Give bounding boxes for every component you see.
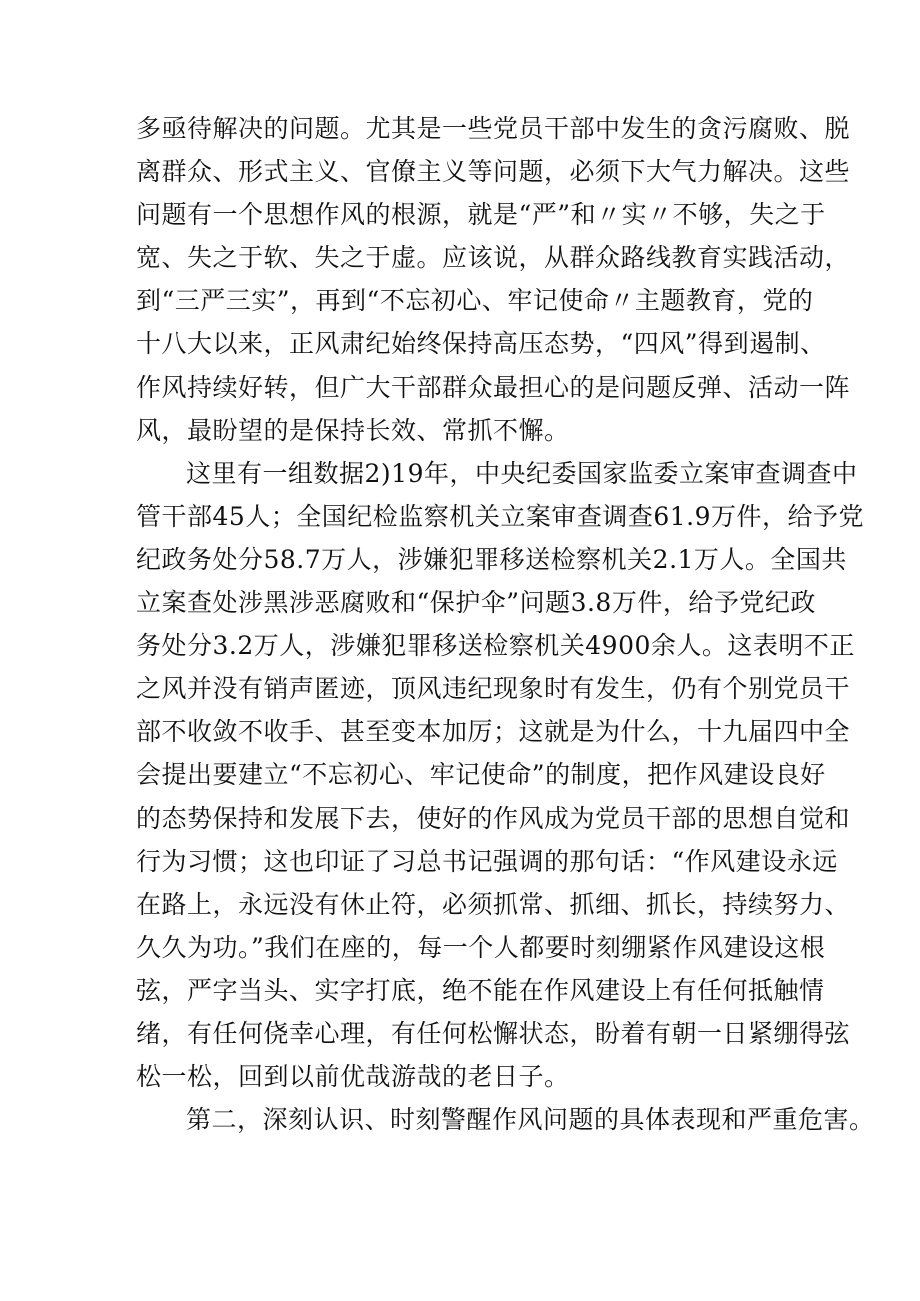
paragraph-line: 之风并没有销声匿迹，顶风违纪现象时有发生，仍有个别党员干 — [136, 674, 851, 704]
paragraph-line: 宽、失之于软、失之于虚。应该说，从群众路线教育实践活动， — [136, 243, 851, 273]
paragraph-line: 立案查处涉黑涉恶腐败和“保护伞”问题3.8万件，给予党纪政 — [136, 588, 816, 618]
paragraph-line: 松一松，回到以前优哉游哉的老日子。 — [136, 1062, 570, 1092]
section-heading-line: 第二，深刻认识、时刻警醒作风问题的具体表现和严重危害。 — [186, 1105, 875, 1135]
document-body — [136, 107, 875, 1141]
paragraph-line: 务处分3.2万人，涉嫌犯罪移送检察机关4900余人。这表明不正 — [136, 631, 855, 661]
paragraph-3 — [136, 1098, 875, 1141]
paragraph-line: 离群众、形式主义、官僚主义等问题，必须下大气力解决。这些 — [136, 157, 851, 187]
paragraph-line: 行为习惯；这也印证了习总书记强调的那句话：“作风建设永远 — [136, 846, 838, 876]
paragraph-line: 作风持续好转，但广大干部群众最担心的是问题反弹、活动一阵 — [136, 372, 851, 402]
paragraph-line: 会提出要建立“不忘初心、牢记使命”的制度，把作风建设良好 — [136, 760, 826, 790]
paragraph-line: 弦，严字当头、实字打底，绝不能在作风建设上有任何抵触情 — [136, 975, 825, 1005]
paragraph-line: 十八大以来，正风肃纪始终保持高压态势，“四风”得到遏制、 — [136, 329, 826, 359]
paragraph-1 — [136, 107, 851, 452]
paragraph-2 — [136, 452, 864, 1098]
paragraph-line: 多亟待解决的问题。尤其是一些党员干部中发生的贪污腐败、脱 — [136, 114, 851, 143]
paragraph-line: 绪，有任何侥幸心理，有任何松懈状态，盼着有朝一日紧绷得弦 — [136, 1018, 851, 1048]
paragraph-line: 部不收敛不收手、甚至变本加厉；这就是为什么，十九届四中全 — [136, 717, 851, 747]
paragraph-line: 这里有一组数据2)19年，中央纪委国家监委立案审查调查中 — [186, 458, 858, 488]
paragraph-line: 久久为功。”我们在座的，每一个人都要时刻绷紧作风建设这根 — [136, 932, 826, 962]
paragraph-line: 的态势保持和发展下去，使好的作风成为党员干部的思想自觉和 — [136, 803, 851, 833]
paragraph-line: 管干部45人；全国纪检监察机关立案审查调查61.9万件，给予党 — [136, 501, 864, 531]
paragraph-line: 风，最盼望的是保持长效、常抓不懈。 — [136, 415, 570, 445]
paragraph-line: 纪政务处分58.7万人，涉嫌犯罪移送检察机关2.1万人。全国共 — [136, 544, 847, 574]
paragraph-line: 到“三严三实”，再到“不忘初心、牢记使命〃主题教育，党的 — [136, 286, 814, 316]
paragraph-line: 在路上，永远没有休止符，必须抓常、抓细、抓长，持续努力、 — [136, 889, 851, 919]
paragraph-line: 问题有一个思想作风的根源，就是“严”和〃实〃不够，失之于 — [136, 200, 826, 230]
